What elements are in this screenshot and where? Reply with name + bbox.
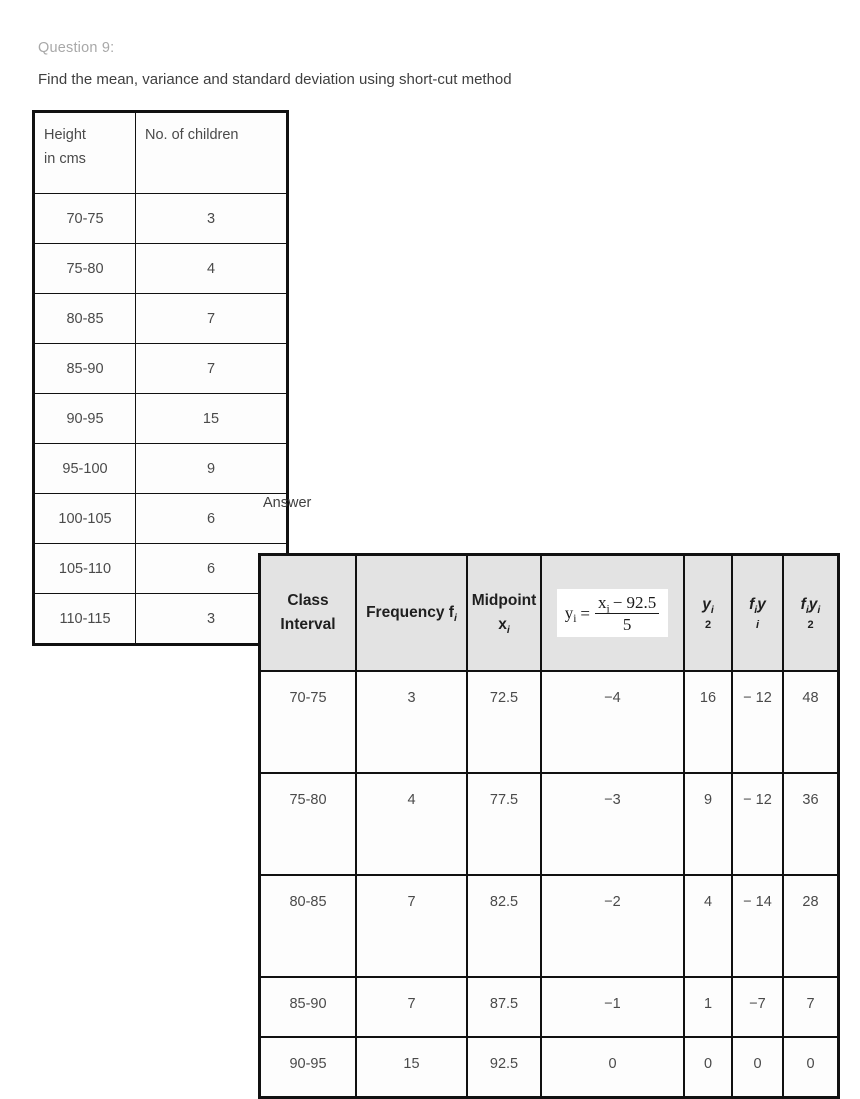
cell-class-interval: 75-80 bbox=[260, 773, 357, 875]
question-text: Find the mean, variance and standard deviation using short-cut method bbox=[38, 71, 512, 88]
cell-children: 6 bbox=[136, 544, 288, 594]
table-row bbox=[260, 875, 839, 977]
formula-fraction bbox=[595, 593, 659, 634]
cell-yi: 0 bbox=[541, 1037, 684, 1098]
table-row bbox=[260, 671, 839, 773]
cell-yi: −3 bbox=[541, 773, 684, 875]
header-fiyi2-f: f bbox=[800, 595, 806, 613]
cell-fiyi: − 14 bbox=[732, 875, 783, 977]
cell-fiyi: −7 bbox=[732, 977, 783, 1037]
header-fiyi-y-subscript: i bbox=[755, 618, 760, 631]
cell-yi: −1 bbox=[541, 977, 684, 1037]
cell-yi-squared: 0 bbox=[684, 1037, 732, 1098]
cell-interval: 80-85 bbox=[34, 294, 136, 344]
cell-midpoint: 87.5 bbox=[467, 977, 541, 1037]
header-fiyi bbox=[732, 555, 783, 672]
cell-children: 3 bbox=[136, 194, 288, 244]
cell-interval: 105-110 bbox=[34, 544, 136, 594]
cell-class-interval: 85-90 bbox=[260, 977, 357, 1037]
cell-yi-squared: 16 bbox=[684, 671, 732, 773]
cell-midpoint: 77.5 bbox=[467, 773, 541, 875]
cell-frequency: 7 bbox=[356, 977, 467, 1037]
table-row bbox=[260, 773, 839, 875]
cell-fiyi-squared: 36 bbox=[783, 773, 839, 875]
cell-fiyi-squared: 0 bbox=[783, 1037, 839, 1098]
shortcut-method-table bbox=[258, 553, 840, 1099]
cell-fiyi: − 12 bbox=[732, 671, 783, 773]
cell-children: 7 bbox=[136, 344, 288, 394]
header-midpoint-subscript: i bbox=[506, 624, 510, 637]
cell-children: 9 bbox=[136, 444, 288, 494]
header-yi-squared-subscript: i bbox=[710, 603, 714, 616]
formula-numerator-x: x bbox=[598, 593, 607, 612]
cell-fiyi-squared: 48 bbox=[783, 671, 839, 773]
header-fiyi-f: f bbox=[749, 595, 755, 613]
cell-children: 7 bbox=[136, 294, 288, 344]
cell-children: 3 bbox=[136, 594, 288, 645]
cell-interval: 90-95 bbox=[34, 394, 136, 444]
formula-numerator bbox=[595, 593, 659, 614]
cell-interval: 75-80 bbox=[34, 244, 136, 294]
table-row bbox=[34, 594, 288, 645]
cell-fiyi: 0 bbox=[732, 1037, 783, 1098]
cell-class-interval: 70-75 bbox=[260, 671, 357, 773]
calc-table-header bbox=[260, 555, 839, 672]
cell-yi: −2 bbox=[541, 875, 684, 977]
header-fiyi2-y-subscript: i bbox=[817, 603, 821, 616]
cell-midpoint: 72.5 bbox=[467, 671, 541, 773]
table-row bbox=[34, 544, 288, 594]
calc-table-body bbox=[260, 671, 839, 1098]
formula-numerator-subscript: i bbox=[606, 602, 610, 616]
cell-class-interval: 80-85 bbox=[260, 875, 357, 977]
table-row bbox=[34, 194, 288, 244]
cell-class-interval: 90-95 bbox=[260, 1037, 357, 1098]
header-fiyi-f-subscript: i bbox=[754, 603, 758, 616]
frequency-table-body bbox=[34, 112, 288, 645]
header-fiyi2-exponent: 2 bbox=[807, 618, 814, 631]
question-label: Question 9: bbox=[38, 40, 115, 56]
cell-fiyi-squared: 7 bbox=[783, 977, 839, 1037]
table-row bbox=[260, 1037, 839, 1098]
cell-fiyi-squared: 28 bbox=[783, 875, 839, 977]
formula-numerator-rest: − 92.5 bbox=[612, 593, 657, 612]
cell-children: 15 bbox=[136, 394, 288, 444]
table-row bbox=[34, 244, 288, 294]
cell-interval: 95-100 bbox=[34, 444, 136, 494]
cell-fiyi: − 12 bbox=[732, 773, 783, 875]
header-fiyi2-f-subscript: i bbox=[805, 603, 809, 616]
header-yi-squared-y: y bbox=[702, 595, 711, 613]
cell-midpoint: 92.5 bbox=[467, 1037, 541, 1098]
cell-interval: 110-115 bbox=[34, 594, 136, 645]
header-no-of-children: No. of children bbox=[136, 112, 288, 194]
header-height-in-cms bbox=[34, 112, 136, 194]
header-midpoint bbox=[467, 555, 541, 672]
header-height-line1: Height bbox=[44, 127, 86, 143]
cell-children: 4 bbox=[136, 244, 288, 294]
header-height-line2: in cms bbox=[44, 151, 86, 167]
cell-interval: 70-75 bbox=[34, 194, 136, 244]
header-frequency-text: Frequency f bbox=[366, 604, 454, 621]
cell-frequency: 7 bbox=[356, 875, 467, 977]
header-yi-squared bbox=[684, 555, 732, 672]
cell-midpoint: 82.5 bbox=[467, 875, 541, 977]
frequency-distribution-table bbox=[32, 110, 289, 646]
header-frequency bbox=[356, 555, 467, 672]
table-row bbox=[34, 494, 288, 544]
table-row bbox=[260, 977, 839, 1037]
header-fiyi-y: y bbox=[757, 595, 766, 613]
cell-children: 6 bbox=[136, 494, 288, 544]
formula-box bbox=[557, 589, 669, 637]
question-block bbox=[38, 38, 818, 90]
header-frequency-subscript: i bbox=[453, 612, 457, 625]
formula-equals: = bbox=[580, 603, 590, 623]
table-row bbox=[34, 294, 288, 344]
header-fiyi2-y: y bbox=[808, 595, 818, 613]
header-fiyi-squared bbox=[783, 555, 839, 672]
cell-frequency: 3 bbox=[356, 671, 467, 773]
formula-denominator: 5 bbox=[622, 615, 632, 634]
table-row bbox=[34, 394, 288, 444]
cell-interval: 85-90 bbox=[34, 344, 136, 394]
table-header-row bbox=[34, 112, 288, 194]
table-row bbox=[34, 444, 288, 494]
header-yi-squared-exponent: 2 bbox=[704, 618, 712, 631]
cell-interval: 100-105 bbox=[34, 494, 136, 544]
formula-lhs-subscript: i bbox=[573, 611, 577, 625]
table-row bbox=[34, 344, 288, 394]
formula-lhs: y bbox=[564, 603, 574, 623]
header-yi-formula bbox=[541, 555, 684, 672]
answer-label: Answer bbox=[263, 495, 312, 511]
cell-frequency: 4 bbox=[356, 773, 467, 875]
cell-yi-squared: 9 bbox=[684, 773, 732, 875]
header-midpoint-text: Midpoint x bbox=[471, 592, 537, 633]
table-header-row bbox=[260, 555, 839, 672]
cell-yi: −4 bbox=[541, 671, 684, 773]
cell-yi-squared: 4 bbox=[684, 875, 732, 977]
cell-frequency: 15 bbox=[356, 1037, 467, 1098]
cell-yi-squared: 1 bbox=[684, 977, 732, 1037]
header-class-interval: Class Interval bbox=[260, 555, 357, 672]
